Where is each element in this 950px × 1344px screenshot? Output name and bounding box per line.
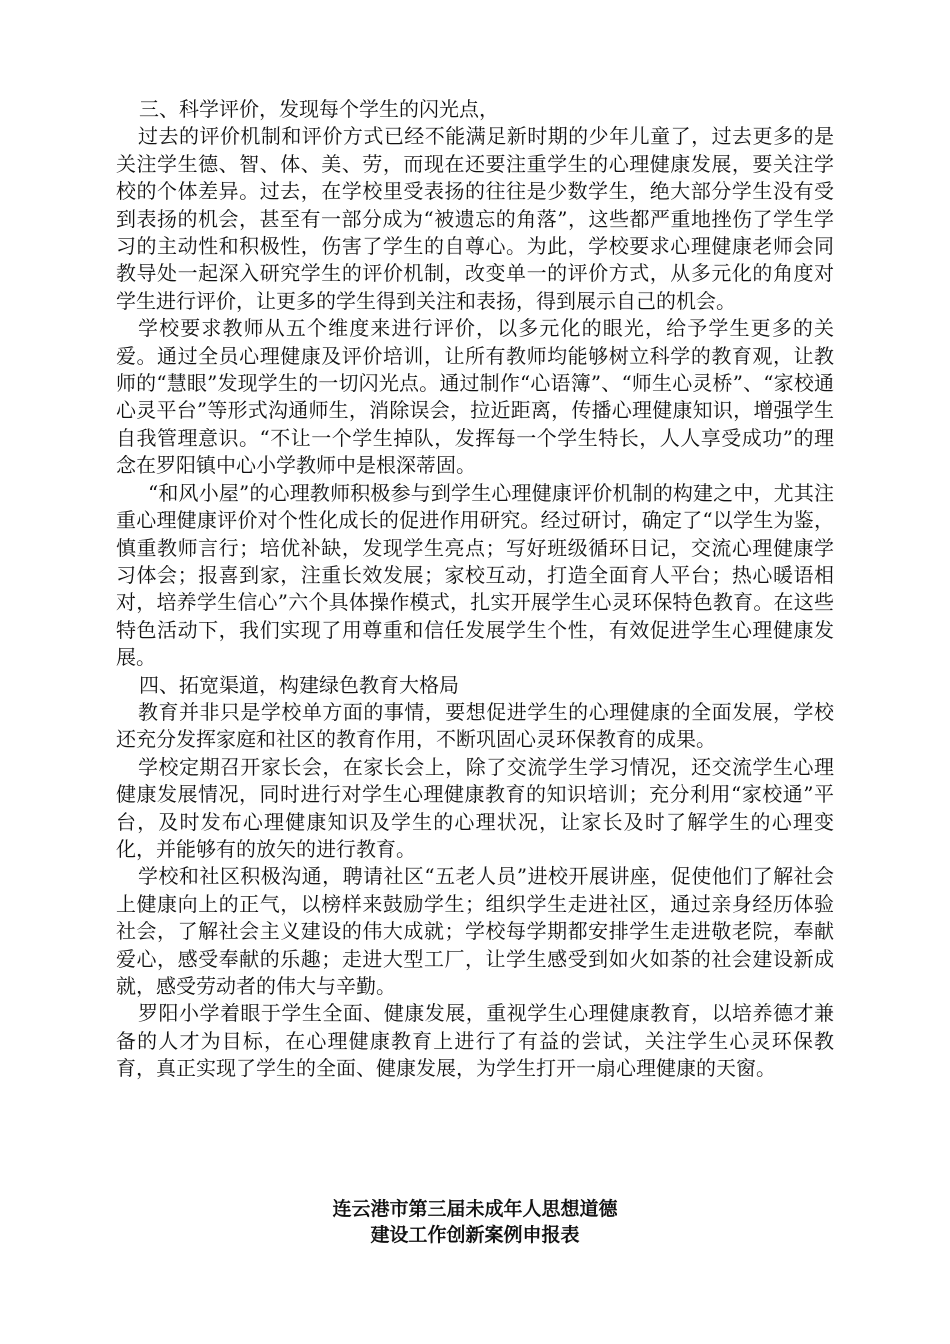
application-form-title-line-2: 建设工作创新案例申报表	[370, 1224, 580, 1246]
section-4-paragraph-1: 教育并非只是学校单方面的事情，要想促进学生的心理健康的全面发展，学校还充分发挥家庭和社区的教育作用，不断巩固心灵环保教育的成果。	[116, 699, 834, 752]
application-form-title-line-1: 连云港市第三届未成年人思想道德	[332, 1198, 618, 1220]
section-4-paragraph-4: 罗阳小学着眼于学生全面、健康发展，重视学生心理健康教育，以培养德才兼备的人才为目标，在心理健康教育上进行了有益的尝试，关注学生心灵环保教育，真正实现了学生的全面、健康发展，为学生打开一扇心理健康的天窗。	[116, 1001, 834, 1081]
section-3-paragraph-1: 过去的评价机制和评价方式已经不能满足新时期的少年儿童了，过去更多的是关注学生德、智、体、美、劳，而现在还要注重学生的心理健康发展，要关注学校的个体差异。过去，在学校里受表扬的往往是少数学生，绝大部分学生没有受到表扬的机会，甚至有一部分成为“被遗忘的角落”，这些都严重地挫伤了学生学习的主动性和积极性，伤害了学生的自尊心。为此，学校要求心理健康老师会同教导处一起深入研究学生的评价机制，改变单一的评价方式，从多元化的角度对学生进行评价，让更多的学生得到关注和表扬，得到展示自己的机会。	[116, 124, 834, 313]
section-4-heading: 四、拓宽渠道，构建绿色教育大格局	[139, 672, 459, 697]
section-3-heading: 三、科学评价，发现每个学生的闪光点，	[139, 97, 499, 121]
application-form-title	[0, 1196, 950, 1248]
section-3-paragraph-2: 学校要求教师从五个维度来进行评价，以多元化的眼光，给予学生更多的关爱。通过全员心理健康及评价培训，让所有教师均能够树立科学的教育观，让教师的“慧眼”发现学生的一切闪光点。通过制作“心语簿”、“师生心灵桥”、“家校通心灵平台”等形式沟通师生，消除误会，拉近距离，传播心理健康知识，增强学生自我管理意识。“不让一个学生掉队，发挥每一个学生特长，人人享受成功”的理念在罗阳镇中心小学教师中是根深蒂固。	[116, 316, 834, 478]
section-4-paragraph-2: 学校定期召开家长会，在家长会上，除了交流学生学习情况，还交流学生心理健康发展情况，同时进行对学生心理健康教育的知识培训；充分利用“家校通”平台，及时发布心理健康知识及学生的心理状况，让家长及时了解学生的心理变化，并能够有的放矢的进行教育。	[116, 754, 834, 861]
section-4-paragraph-3: 学校和社区积极沟通，聘请社区“五老人员”进校开展讲座，促使他们了解社会上健康向上的正气，以榜样来鼓励学生；组织学生走进社区，通过亲身经历体验社会，了解社会主义建设的伟大成就；学校每学期都安排学生走进敬老院，奉献爱心，感受奉献的乐趣；走进大型工厂，让学生感受到如火如荼的社会建设新成就，感受劳动者的伟大与辛勤。	[116, 864, 834, 998]
section-3-paragraph-3: “和风小屋”的心理教师积极参与到学生心理健康评价机制的构建之中，尤其注重心理健康评价对个性化成长的促进作用研究。经过研讨，确定了“以学生为鉴，慎重教师言行；培优补缺，发现学生亮点；写好班级循环日记，交流心理健康学习体会；报喜到家，注重长效发展；家校互动，打造全面育人平台；热心暖语相对，培养学生信心”六个具体操作模式，扎实开展学生心灵环保特色教育。在这些特色活动下，我们实现了用尊重和信任发展学生个性，有效促进学生心理健康发展。	[116, 480, 834, 670]
document-body	[116, 96, 834, 1083]
